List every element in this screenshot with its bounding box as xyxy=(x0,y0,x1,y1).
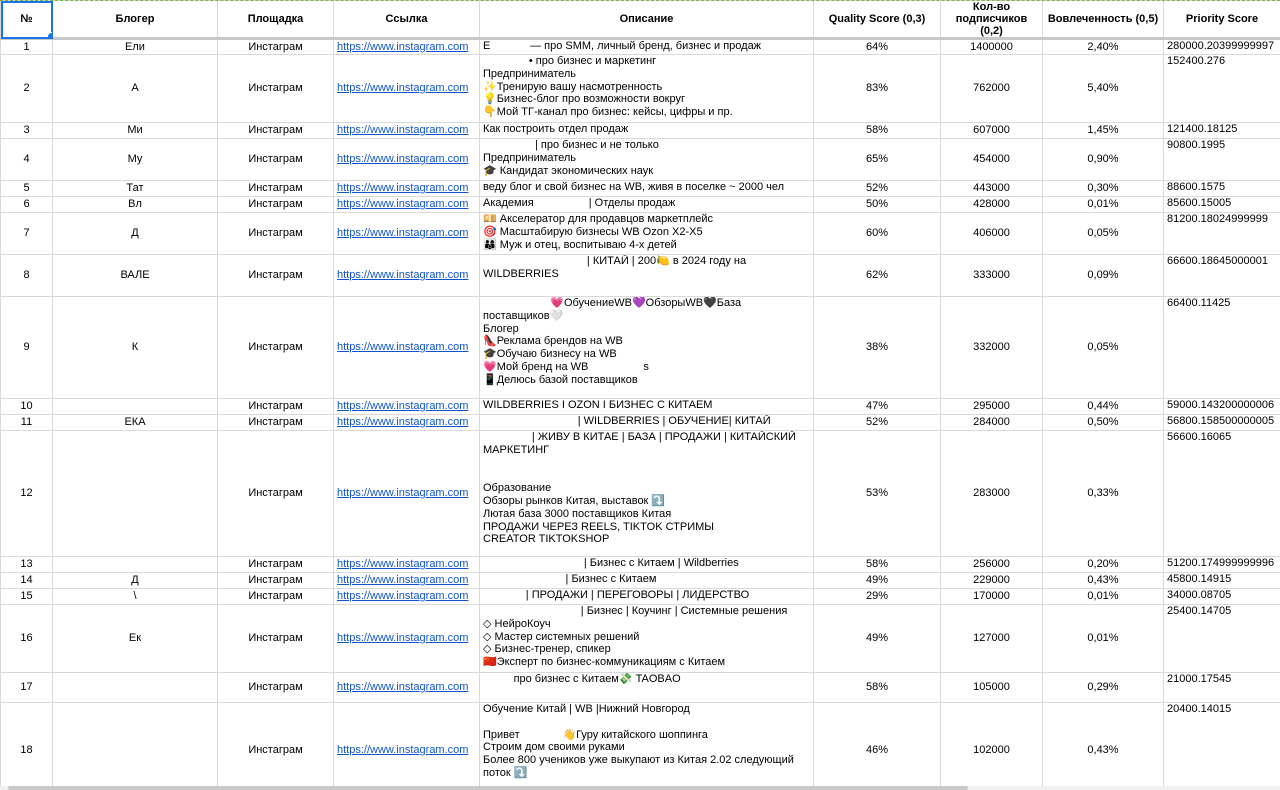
cell-link[interactable] xyxy=(334,213,480,255)
cell-platform[interactable]: Инстаграм xyxy=(218,605,334,673)
cell-link[interactable] xyxy=(334,297,480,399)
cell-subscribers[interactable]: 406000 xyxy=(941,213,1043,255)
cell-link[interactable] xyxy=(334,399,480,415)
cell-link[interactable] xyxy=(334,181,480,197)
profile-link[interactable]: https://www.instagram.com xyxy=(337,632,469,645)
cell-platform[interactable]: Инстаграм xyxy=(218,431,334,557)
cell-blogger[interactable]: Д xyxy=(53,573,218,589)
cell-subscribers[interactable]: 284000 xyxy=(941,415,1043,431)
cell-engagement[interactable]: 0,43% xyxy=(1043,703,1164,790)
scrollbar-thumb[interactable] xyxy=(8,786,968,790)
cell-num[interactable]: 11 xyxy=(1,415,53,431)
profile-link[interactable]: https://www.instagram.com xyxy=(337,182,469,195)
cell-link[interactable] xyxy=(334,557,480,573)
table-row xyxy=(1,181,1280,197)
header-priority[interactable]: Priority Score xyxy=(1164,1,1280,39)
cell-priority[interactable]: 56800.158500000005 xyxy=(1164,415,1280,431)
cell-blogger[interactable]: Д xyxy=(53,213,218,255)
cell-engagement[interactable]: 0,29% xyxy=(1043,673,1164,703)
table-row xyxy=(1,703,1280,790)
profile-link[interactable]: https://www.instagram.com xyxy=(337,269,469,282)
cell-blogger[interactable]: Вл xyxy=(53,197,218,213)
cell-platform[interactable]: Инстаграм xyxy=(218,213,334,255)
cell-engagement[interactable]: 0,20% xyxy=(1043,557,1164,573)
cell-blogger[interactable]: ЕКА xyxy=(53,415,218,431)
cell-quality[interactable]: 47% xyxy=(814,399,941,415)
cell-blogger[interactable]: Тат xyxy=(53,181,218,197)
cell-priority[interactable]: 45800.14915 xyxy=(1164,573,1280,589)
cell-engagement[interactable]: 0,43% xyxy=(1043,573,1164,589)
cell-description[interactable]: | Бизнес с Китаем xyxy=(480,573,814,589)
cell-num[interactable]: 8 xyxy=(1,255,53,297)
cell-subscribers[interactable]: 102000 xyxy=(941,703,1043,790)
table-row xyxy=(1,589,1280,605)
cell-engagement[interactable]: 0,30% xyxy=(1043,181,1164,197)
cell-priority[interactable]: 56600.16065 xyxy=(1164,431,1280,557)
header-num[interactable]: № xyxy=(1,1,53,39)
cell-engagement[interactable]: 0,09% xyxy=(1043,255,1164,297)
cell-description[interactable]: • про бизнес и маркетинг Предприниматель ✨Тренирую вашу насмотренность 💡Бизнес-блог про возможности вокруг 👇Мой ТГ-канал про бизнес: кейсы, цифры и пр. xyxy=(480,55,814,123)
cell-link[interactable] xyxy=(334,415,480,431)
cell-quality[interactable]: 58% xyxy=(814,673,941,703)
cell-num[interactable]: 9 xyxy=(1,297,53,399)
header-link[interactable]: Ссылка xyxy=(334,1,480,39)
cell-num[interactable]: 12 xyxy=(1,431,53,557)
table-row xyxy=(1,39,1280,55)
cell-link[interactable] xyxy=(334,255,480,297)
cell-description[interactable]: | ПРОДАЖИ | ПЕРЕГОВОРЫ | ЛИДЕРСТВО xyxy=(480,589,814,605)
fill-handle[interactable] xyxy=(47,32,53,39)
horizontal-scrollbar[interactable] xyxy=(0,786,1280,790)
cell-quality[interactable]: 53% xyxy=(814,431,941,557)
profile-link[interactable]: https://www.instagram.com xyxy=(337,124,469,137)
cell-engagement[interactable]: 0,44% xyxy=(1043,399,1164,415)
cell-link[interactable] xyxy=(334,703,480,790)
cell-link[interactable] xyxy=(334,123,480,139)
table-row xyxy=(1,139,1280,181)
table-row xyxy=(1,431,1280,557)
cell-platform[interactable]: Инстаграм xyxy=(218,573,334,589)
cell-description[interactable]: 💗ОбучениеWB💜ОбзорыWB🖤База поставщиков🤍 Блогер 👠Реклама брендов на WB 🎓Обучаю бизнесу на WB 💗Мой бренд на WB s 📱Делюсь базой поставщиков xyxy=(480,297,814,399)
cell-subscribers[interactable]: 333000 xyxy=(941,255,1043,297)
cell-priority[interactable]: 21000.17545 xyxy=(1164,673,1280,703)
cell-link[interactable] xyxy=(334,197,480,213)
cell-platform[interactable]: Инстаграм xyxy=(218,55,334,123)
cell-engagement[interactable]: 0,01% xyxy=(1043,197,1164,213)
cell-subscribers[interactable]: 127000 xyxy=(941,605,1043,673)
profile-link[interactable]: https://www.instagram.com xyxy=(337,487,469,500)
cell-description[interactable]: | Бизнес с Китаем | Wildberries xyxy=(480,557,814,573)
cell-blogger[interactable]: Ели xyxy=(53,39,218,55)
cell-description[interactable]: WILDBERRIES I OZON I БИЗНЕС С КИТАЕМ xyxy=(480,399,814,415)
header-quality[interactable]: Quality Score (0,3) xyxy=(814,1,941,39)
cell-num[interactable]: 7 xyxy=(1,213,53,255)
profile-link[interactable]: https://www.instagram.com xyxy=(337,681,469,694)
cell-link[interactable] xyxy=(334,39,480,55)
cell-num[interactable]: 16 xyxy=(1,605,53,673)
cell-description[interactable]: Как построить отдел продаж xyxy=(480,123,814,139)
header-row xyxy=(1,1,1280,39)
cell-quality[interactable]: 58% xyxy=(814,557,941,573)
cell-blogger[interactable] xyxy=(53,703,218,790)
table-row xyxy=(1,605,1280,673)
profile-link[interactable]: https://www.instagram.com xyxy=(337,416,469,429)
cell-quality[interactable]: 52% xyxy=(814,415,941,431)
cell-quality[interactable]: 64% xyxy=(814,39,941,55)
profile-link[interactable]: https://www.instagram.com xyxy=(337,227,469,240)
cell-platform[interactable]: Инстаграм xyxy=(218,673,334,703)
profile-link[interactable]: https://www.instagram.com xyxy=(337,40,469,53)
cell-description[interactable]: | ЖИВУ В КИТАЕ | БАЗА | ПРОДАЖИ | КИТАЙСКИЙ МАРКЕТИНГ Образование Обзоры рынков Китая, выставок ⤵️ Лютая база 3000 поставщиков Китая ПРОДАЖИ ЧЕРЕЗ REELS, TIKTOK СТРИМЫ CREATOR TIKTOKSHOP xyxy=(480,431,814,557)
cell-num[interactable]: 10 xyxy=(1,399,53,415)
cell-num[interactable]: 4 xyxy=(1,139,53,181)
cell-description[interactable]: | WILDBERRIES | ОБУЧЕНИЕ| КИТАЙ xyxy=(480,415,814,431)
cell-quality[interactable]: 29% xyxy=(814,589,941,605)
cell-engagement[interactable]: 0,50% xyxy=(1043,415,1164,431)
cell-description[interactable]: Обучение Китай | WB |Нижний Новгород Привет 👋Гуру китайского шоппинга Строим дом своими руками Более 800 учеников уже выкупают из Китая 2.02 следующий поток ⤵️ xyxy=(480,703,814,790)
cell-platform[interactable]: Инстаграм xyxy=(218,557,334,573)
cell-subscribers[interactable]: 283000 xyxy=(941,431,1043,557)
cell-quality[interactable]: 60% xyxy=(814,213,941,255)
cell-blogger[interactable]: ВАЛЕ xyxy=(53,255,218,297)
cell-num[interactable]: 5 xyxy=(1,181,53,197)
cell-link[interactable] xyxy=(334,573,480,589)
cell-quality[interactable]: 49% xyxy=(814,605,941,673)
profile-link[interactable]: https://www.instagram.com xyxy=(337,558,469,571)
cell-blogger[interactable]: Ми xyxy=(53,123,218,139)
cell-platform[interactable]: Инстаграм xyxy=(218,197,334,213)
cell-num[interactable]: 2 xyxy=(1,55,53,123)
cell-platform[interactable]: Инстаграм xyxy=(218,255,334,297)
cell-description[interactable]: веду блог и свой бизнес на WB, живя в поселке ~ 2000 чел xyxy=(480,181,814,197)
header-subscribers[interactable]: Кол-во подписчиков (0,2) xyxy=(941,1,1043,39)
header-blogger[interactable]: Блогер xyxy=(53,1,218,39)
profile-link[interactable]: https://www.instagram.com xyxy=(337,82,469,95)
cell-engagement[interactable]: 0,01% xyxy=(1043,589,1164,605)
cell-description[interactable]: Е — про SMM, личный бренд, бизнес и продаж xyxy=(480,39,814,55)
cell-description[interactable]: | Бизнес | Коучинг | Системные решения ◇ НейроКоуч ◇ Мастер системных решений ◇ Бизнес-тренер, спикер 🇨🇳Эксперт по бизнес-коммуникациям с Китаем xyxy=(480,605,814,673)
header-engagement[interactable]: Вовлеченность (0,5) xyxy=(1043,1,1164,39)
table-row xyxy=(1,255,1280,297)
table-row xyxy=(1,415,1280,431)
cell-subscribers[interactable]: 105000 xyxy=(941,673,1043,703)
cell-platform[interactable]: Инстаграм xyxy=(218,589,334,605)
cell-priority[interactable]: 152400.276 xyxy=(1164,55,1280,123)
cell-engagement[interactable]: 5,40% xyxy=(1043,55,1164,123)
cell-description[interactable]: Академия | Отделы продаж xyxy=(480,197,814,213)
cell-platform[interactable]: Инстаграм xyxy=(218,39,334,55)
cell-link[interactable] xyxy=(334,431,480,557)
table-row xyxy=(1,213,1280,255)
cell-priority[interactable]: 51200.174999999996 xyxy=(1164,557,1280,573)
cell-platform[interactable]: Инстаграм xyxy=(218,297,334,399)
cell-blogger[interactable] xyxy=(53,557,218,573)
table-row xyxy=(1,297,1280,399)
header-platform[interactable]: Площадка xyxy=(218,1,334,39)
cell-blogger[interactable]: К xyxy=(53,297,218,399)
profile-link[interactable]: https://www.instagram.com xyxy=(337,153,469,166)
table-row xyxy=(1,557,1280,573)
table-row xyxy=(1,399,1280,415)
cell-platform[interactable]: Инстаграм xyxy=(218,139,334,181)
cell-engagement[interactable]: 1,45% xyxy=(1043,123,1164,139)
cell-engagement[interactable]: 0,05% xyxy=(1043,213,1164,255)
cell-num[interactable]: 17 xyxy=(1,673,53,703)
cell-engagement[interactable]: 0,33% xyxy=(1043,431,1164,557)
cell-quality[interactable]: 65% xyxy=(814,139,941,181)
cell-platform[interactable]: Инстаграм xyxy=(218,415,334,431)
cell-quality[interactable]: 58% xyxy=(814,123,941,139)
cell-quality[interactable]: 62% xyxy=(814,255,941,297)
cell-subscribers[interactable]: 332000 xyxy=(941,297,1043,399)
cell-quality[interactable]: 38% xyxy=(814,297,941,399)
cell-subscribers[interactable]: 295000 xyxy=(941,399,1043,415)
cell-quality[interactable]: 46% xyxy=(814,703,941,790)
cell-blogger[interactable] xyxy=(53,673,218,703)
cell-priority[interactable]: 66400.11425 xyxy=(1164,297,1280,399)
cell-priority[interactable]: 90800.1995 xyxy=(1164,139,1280,181)
cell-description[interactable]: | про бизнес и не только Предприниматель 🎓 Кандидат экономических наук xyxy=(480,139,814,181)
cell-priority[interactable]: 59000.143200000006 xyxy=(1164,399,1280,415)
cell-num[interactable]: 14 xyxy=(1,573,53,589)
profile-link[interactable]: https://www.instagram.com xyxy=(337,198,469,211)
cell-platform[interactable]: Инстаграм xyxy=(218,181,334,197)
profile-link[interactable]: https://www.instagram.com xyxy=(337,574,469,587)
cell-link[interactable] xyxy=(334,55,480,123)
cell-subscribers[interactable]: 256000 xyxy=(941,557,1043,573)
cell-blogger[interactable]: А xyxy=(53,55,218,123)
cell-blogger[interactable]: Ек xyxy=(53,605,218,673)
profile-link[interactable]: https://www.instagram.com xyxy=(337,341,469,354)
cell-subscribers[interactable]: 170000 xyxy=(941,589,1043,605)
cell-description[interactable]: про бизнес с Китаем💸 TAOBAO xyxy=(480,673,814,703)
profile-link[interactable]: https://www.instagram.com xyxy=(337,400,469,413)
table-row xyxy=(1,123,1280,139)
cell-blogger[interactable] xyxy=(53,399,218,415)
cell-blogger[interactable]: \ xyxy=(53,589,218,605)
cell-subscribers[interactable]: 443000 xyxy=(941,181,1043,197)
cell-description[interactable]: 💴 Акселератор для продавцов маркетплейс 🎯 Масштабирую бизнесы WB Ozon X2-X5 👨‍👩‍👦 Муж и отец, воспитываю 4-х детей xyxy=(480,213,814,255)
cell-link[interactable] xyxy=(334,605,480,673)
cell-num[interactable]: 1 xyxy=(1,39,53,55)
cell-priority[interactable]: 280000.20399999997 xyxy=(1164,39,1280,55)
cell-quality[interactable]: 49% xyxy=(814,573,941,589)
cell-priority[interactable]: 85600.15005 xyxy=(1164,197,1280,213)
cell-platform[interactable]: Инстаграм xyxy=(218,399,334,415)
cell-link[interactable] xyxy=(334,673,480,703)
cell-subscribers[interactable]: 454000 xyxy=(941,139,1043,181)
table-row xyxy=(1,197,1280,213)
cell-priority[interactable]: 34000.08705 xyxy=(1164,589,1280,605)
cell-quality[interactable]: 52% xyxy=(814,181,941,197)
cell-priority[interactable]: 121400.18125 xyxy=(1164,123,1280,139)
cell-priority[interactable]: 20400.14015 xyxy=(1164,703,1280,790)
cell-num[interactable]: 18 xyxy=(1,703,53,790)
cell-engagement[interactable]: 2,40% xyxy=(1043,39,1164,55)
cell-engagement[interactable]: 0,01% xyxy=(1043,605,1164,673)
cell-priority[interactable]: 81200.18024999999 xyxy=(1164,213,1280,255)
cell-num[interactable]: 6 xyxy=(1,197,53,213)
table-row xyxy=(1,573,1280,589)
cell-subscribers[interactable]: 607000 xyxy=(941,123,1043,139)
cell-subscribers[interactable]: 229000 xyxy=(941,573,1043,589)
cell-engagement[interactable]: 0,90% xyxy=(1043,139,1164,181)
cell-priority[interactable]: 66600.18645000001 xyxy=(1164,255,1280,297)
cell-platform[interactable]: Инстаграм xyxy=(218,703,334,790)
cell-platform[interactable]: Инстаграм xyxy=(218,123,334,139)
cell-link[interactable] xyxy=(334,139,480,181)
cell-priority[interactable]: 25400.14705 xyxy=(1164,605,1280,673)
cell-num[interactable]: 13 xyxy=(1,557,53,573)
cell-quality[interactable]: 50% xyxy=(814,197,941,213)
cell-link[interactable] xyxy=(334,589,480,605)
cell-subscribers[interactable]: 428000 xyxy=(941,197,1043,213)
cell-priority[interactable]: 88600.1575 xyxy=(1164,181,1280,197)
header-description[interactable]: Описание xyxy=(480,1,814,39)
cell-engagement[interactable]: 0,05% xyxy=(1043,297,1164,399)
profile-link[interactable]: https://www.instagram.com xyxy=(337,590,469,603)
cell-num[interactable]: 3 xyxy=(1,123,53,139)
cell-quality[interactable]: 83% xyxy=(814,55,941,123)
cell-blogger[interactable]: Му xyxy=(53,139,218,181)
profile-link[interactable]: https://www.instagram.com xyxy=(337,744,469,757)
table-row xyxy=(1,55,1280,123)
table-row xyxy=(1,673,1280,703)
cell-subscribers[interactable]: 1400000 xyxy=(941,39,1043,55)
cell-blogger[interactable] xyxy=(53,431,218,557)
cell-description[interactable]: | КИТАЙ | 200🍋 в 2024 году на WILDBERRIES xyxy=(480,255,814,297)
cell-num[interactable]: 15 xyxy=(1,589,53,605)
cell-subscribers[interactable]: 762000 xyxy=(941,55,1043,123)
